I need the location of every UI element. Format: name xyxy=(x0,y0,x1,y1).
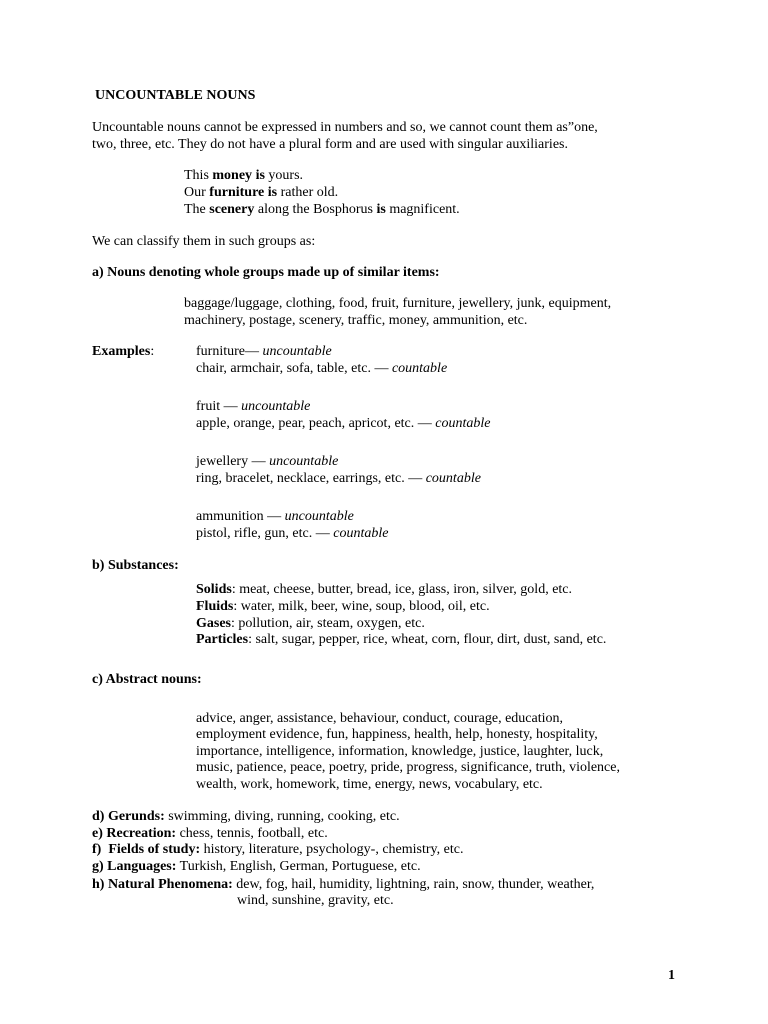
substance-item: Fluids: water, milk, beer, wine, soup, blood, oil, etc. xyxy=(196,599,490,614)
abstract-nouns-line: wealth, work, homework, time, energy, news, vocabulary, etc. xyxy=(196,777,543,792)
section-recreation: e) Recreation: chess, tennis, football, etc. xyxy=(92,826,328,841)
example-uncountable: ammunition — uncountable xyxy=(196,509,354,524)
section-fields-of-study: f) Fields of study: history, literature, psychology-, chemistry, etc. xyxy=(92,842,464,857)
intro-line-1: Uncountable nouns cannot be expressed in numbers and so, we cannot count them as”one, xyxy=(92,120,598,135)
section-natural-phenomena: h) Natural Phenomena: dew, fog, hail, humidity, lightning, rain, snow, thunder, weather, xyxy=(92,877,595,892)
section-c-heading: c) Abstract nouns: xyxy=(92,672,202,687)
example-uncountable: fruit — uncountable xyxy=(196,399,311,414)
intro-line-2: two, three, etc. They do not have a plural form and are used with singular auxiliaries. xyxy=(92,137,568,152)
section-languages: g) Languages: Turkish, English, German, Portuguese, etc. xyxy=(92,859,421,874)
abstract-nouns-line: importance, intelligence, information, knowledge, justice, laughter, luck, xyxy=(196,744,604,759)
substance-item: Gases: pollution, air, steam, oxygen, etc. xyxy=(196,616,425,631)
substance-item: Particles: salt, sugar, pepper, rice, wheat, corn, flour, dirt, dust, sand, etc. xyxy=(196,632,607,647)
example-countable: apple, orange, pear, peach, apricot, etc. — countable xyxy=(196,416,491,431)
intro-example: The scenery along the Bosphorus is magnificent. xyxy=(184,202,460,217)
section-gerunds: d) Gerunds: swimming, diving, running, cooking, etc. xyxy=(92,809,400,824)
section-a-heading: a) Nouns denoting whole groups made up of similar items: xyxy=(92,265,440,280)
abstract-nouns-line: employment evidence, fun, happiness, health, help, honesty, hospitality, xyxy=(196,727,598,742)
section-a-items-line: baggage/luggage, clothing, food, fruit, furniture, jewellery, junk, equipment, xyxy=(184,296,612,311)
examples-label: Examples: xyxy=(92,344,155,359)
section-b-heading: b) Substances: xyxy=(92,558,179,573)
intro-example: Our furniture is rather old. xyxy=(184,185,339,200)
page-title: UNCOUNTABLE NOUNS xyxy=(95,88,256,103)
substance-item: Solids: meat, cheese, butter, bread, ice, glass, iron, silver, gold, etc. xyxy=(196,582,573,597)
classify-text: We can classify them in such groups as: xyxy=(92,234,316,249)
example-uncountable: furniture— uncountable xyxy=(196,344,332,359)
section-a-items-line: machinery, postage, scenery, traffic, money, ammunition, etc. xyxy=(184,313,528,328)
page-number: 1 xyxy=(668,968,675,983)
example-uncountable: jewellery — uncountable xyxy=(196,454,339,469)
example-countable: pistol, rifle, gun, etc. — countable xyxy=(196,526,389,541)
intro-example: This money is yours. xyxy=(184,168,304,183)
example-countable: ring, bracelet, necklace, earrings, etc. — countable xyxy=(196,471,481,486)
abstract-nouns-line: music, patience, peace, poetry, pride, progress, significance, truth, violence, xyxy=(196,760,620,775)
abstract-nouns-line: advice, anger, assistance, behaviour, conduct, courage, education, xyxy=(196,711,564,726)
natural-phenomena-continuation: wind, sunshine, gravity, etc. xyxy=(237,893,394,908)
example-countable: chair, armchair, sofa, table, etc. — countable xyxy=(196,361,448,376)
